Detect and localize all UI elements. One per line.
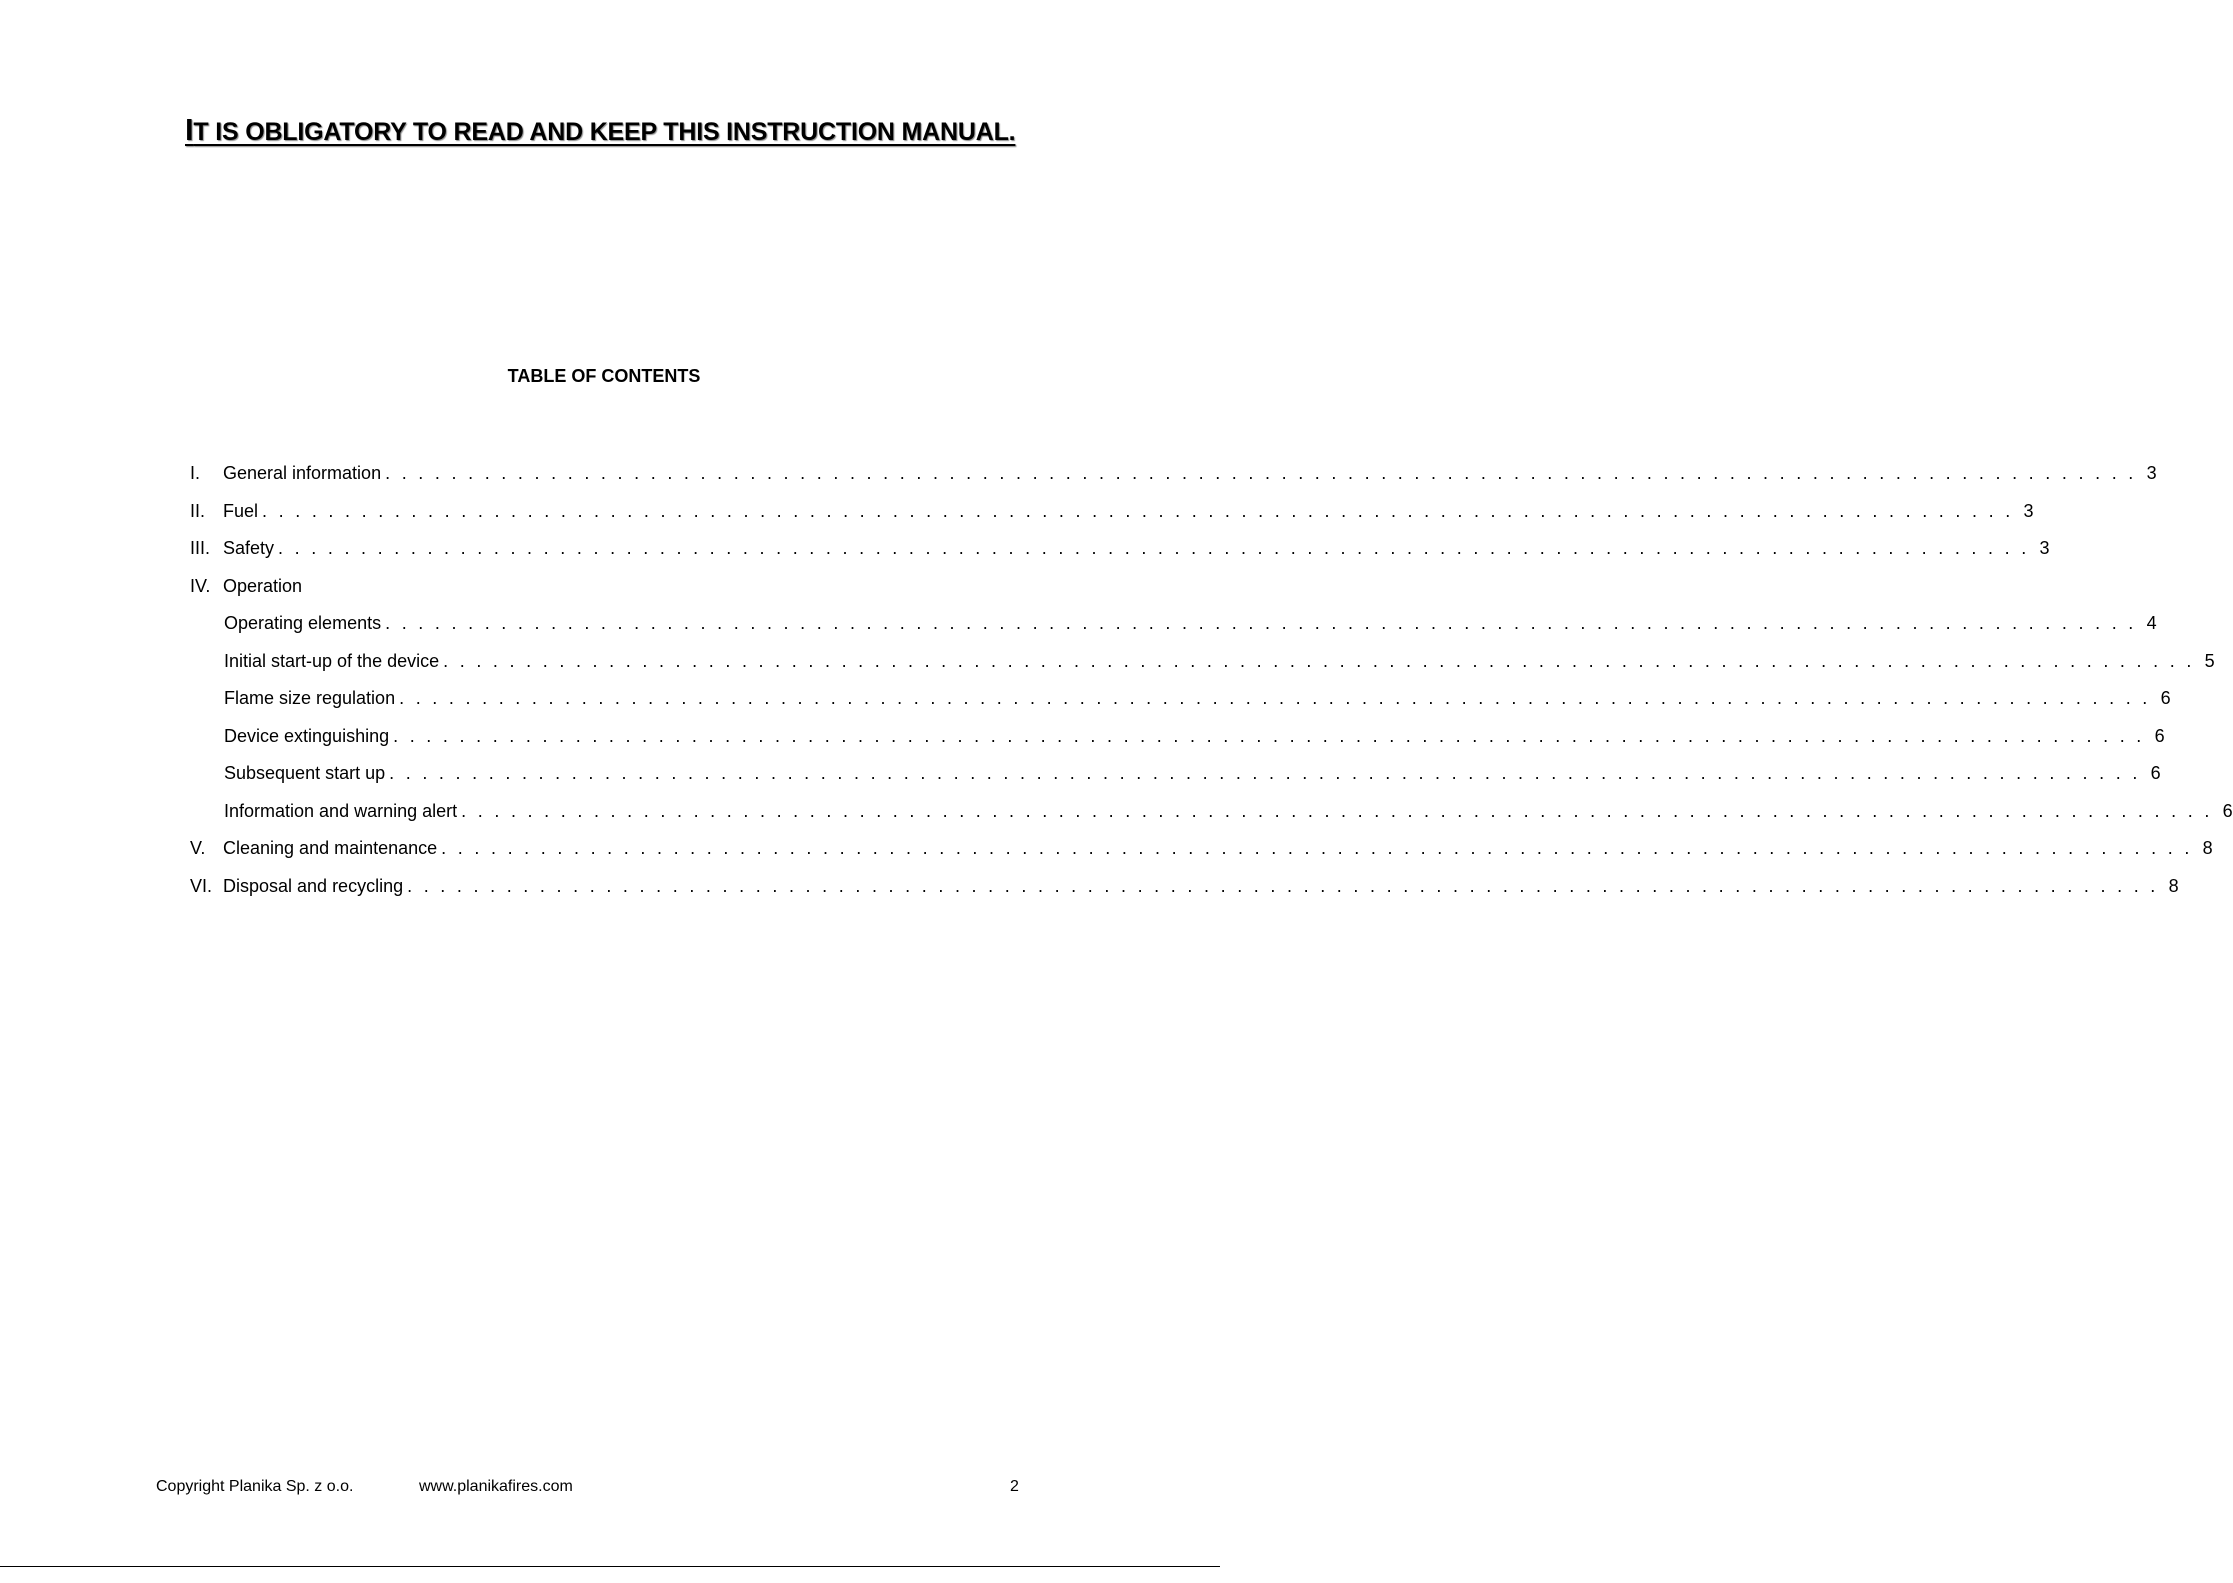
toc-leader-dots: . . . . . . . . . . . . . . . . . . . . . . . . . . . . . . . . . . . . . . . . . . . . . . . . . . . . . . . . . . . . . . . . . . . . . . . . . . . . . . . . . . . . . . . . . . . . . . . . . . . . . . . . . . — [262, 500, 2014, 521]
toc-entry-label: Cleaning and maintenance — [223, 838, 438, 858]
toc-entry-label: Initial start-up of the device — [224, 650, 440, 671]
page-title — [185, 112, 1025, 148]
page-title-first-letter: I — [185, 112, 194, 147]
toc-entry-operating-elements — [190, 609, 2157, 647]
toc-entry-label: Information and warning alert — [224, 800, 458, 821]
toc-entry-page: 3 — [2039, 538, 2050, 558]
toc-entry-page: 4 — [2146, 613, 2157, 633]
footer-page-number: 2 — [1010, 1478, 1019, 1495]
toc-entry-label: Disposal and recycling — [223, 875, 404, 896]
toc-entry-number: II. — [190, 500, 206, 521]
toc-entry-flame-size-regulation — [190, 684, 2171, 722]
toc-leader-dots: . . . . . . . . . . . . . . . . . . . . . . . . . . . . . . . . . . . . . . . . . . . . . . . . . . . . . . . . . . . . . . . . . . . . . . . . . . . . . . . . . . . . . . . . . . . . . . . . . . . . . . . . . . — [278, 538, 2030, 558]
toc-entry-page: 6 — [2160, 688, 2171, 708]
footer-website: www.planikafires.com — [419, 1478, 573, 1495]
toc-entry-fuel — [190, 497, 2034, 535]
toc-entry-page: 8 — [2168, 875, 2179, 896]
toc-entry-cleaning-maintenance — [190, 834, 2213, 872]
toc-entry-label: Operation — [223, 575, 303, 596]
toc-entry-page: 6 — [2150, 763, 2161, 783]
toc-entry-label: Fuel — [223, 500, 259, 521]
toc-entry-label: Subsequent start up — [224, 763, 386, 783]
toc-entry-number: VI. — [190, 875, 213, 896]
toc-entry-page: 5 — [2204, 650, 2215, 671]
toc-entry-number: III. — [190, 538, 211, 558]
toc-leader-dots: . . . . . . . . . . . . . . . . . . . . . . . . . . . . . . . . . . . . . . . . . . . . . . . . . . . . . . . . . . . . . . . . . . . . . . . . . . . . . . . . . . . . . . . . . . . . . . . . . . . . . . . . . . — [461, 800, 2213, 821]
toc-leader-dots: . . . . . . . . . . . . . . . . . . . . . . . . . . . . . . . . . . . . . . . . . . . . . . . . . . . . . . . . . . . . . . . . . . . . . . . . . . . . . . . . . . . . . . . . . . . . . . . . . . . . . . . . . . — [389, 763, 2141, 783]
toc-entry-page: 3 — [2146, 463, 2157, 483]
toc-leader-dots: . . . . . . . . . . . . . . . . . . . . . . . . . . . . . . . . . . . . . . . . . . . . . . . . . . . . . . . . . . . . . . . . . . . . . . . . . . . . . . . . . . . . . . . . . . . . . . . . . . . . . . . . . . — [441, 838, 2193, 858]
toc-leader-dots: . . . . . . . . . . . . . . . . . . . . . . . . . . . . . . . . . . . . . . . . . . . . . . . . . . . . . . . . . . . . . . . . . . . . . . . . . . . . . . . . . . . . . . . . . . . . . . . . . . . . . . . . . . — [399, 688, 2151, 708]
toc-leader-dots: . . . . . . . . . . . . . . . . . . . . . . . . . . . . . . . . . . . . . . . . . . . . . . . . . . . . . . . . . . . . . . . . . . . . . . . . . . . . . . . . . . . . . . . . . . . . . . . . . . . . . . . . . . — [407, 875, 2159, 896]
toc-entry-disposal-recycling — [190, 872, 2179, 910]
toc-entry-information-warning-alert — [190, 797, 2233, 835]
toc-entry-page: 8 — [2202, 838, 2213, 858]
toc-entry-number: IV. — [190, 575, 211, 596]
toc-leader-dots: . . . . . . . . . . . . . . . . . . . . . . . . . . . . . . . . . . . . . . . . . . . . . . . . . . . . . . . . . . . . . . . . . . . . . . . . . . . . . . . . . . . . . . . . . . . . . . . . . . . . . . . . . . — [393, 725, 2145, 746]
toc-entry-number: V. — [190, 838, 206, 858]
toc-leader-dots: . . . . . . . . . . . . . . . . . . . . . . . . . . . . . . . . . . . . . . . . . . . . . . . . . . . . . . . . . . . . . . . . . . . . . . . . . . . . . . . . . . . . . . . . . . . . . . . . . . . . . . . . . . — [385, 463, 2137, 483]
toc-entry-operation — [190, 572, 956, 610]
toc-leader-dots: . . . . . . . . . . . . . . . . . . . . . . . . . . . . . . . . . . . . . . . . . . . . . . . . . . . . . . . . . . . . . . . . . . . . . . . . . . . . . . . . . . . . . . . . . . . . . . . . . . . . . . . . . . — [443, 650, 2195, 671]
toc-entry-safety — [190, 534, 2050, 572]
toc-entry-number: I. — [190, 463, 201, 483]
toc-entry-label: General information — [223, 463, 382, 483]
toc-entry-label: Safety — [223, 538, 275, 558]
toc-heading: TABLE OF CONTENTS — [507, 366, 701, 386]
toc-entry-page: 6 — [2222, 800, 2233, 821]
toc-entry-label: Operating elements — [224, 613, 382, 633]
toc-entry-page: 6 — [2154, 725, 2165, 746]
toc-entry-label: Flame size regulation — [224, 688, 396, 708]
toc-entry-device-extinguishing — [190, 722, 2165, 760]
toc-entry-label: Device extinguishing — [224, 725, 390, 746]
toc-entry-initial-start-up — [190, 647, 2215, 685]
bottom-divider — [0, 1566, 1220, 1567]
page-title-text: T IS OBLIGATORY TO READ AND KEEP THIS INSTRUCTION MANUAL. — [193, 118, 1016, 146]
toc-entry-page: 3 — [2023, 500, 2034, 521]
toc-entry-subsequent-start-up — [190, 759, 2161, 797]
toc-entry-general-information — [190, 459, 2157, 497]
footer-copyright: Copyright Planika Sp. z o.o. — [156, 1478, 354, 1495]
table-of-contents — [190, 459, 2233, 909]
toc-leader-dots: . . . . . . . . . . . . . . . . . . . . . . . . . . . . . . . . . . . . . . . . . . . . . . . . . . . . . . . . . . . . . . . . . . . . . . . . . . . . . . . . . . . . . . . . . . . . . . . . . . . . . . . . . . — [385, 613, 2137, 633]
